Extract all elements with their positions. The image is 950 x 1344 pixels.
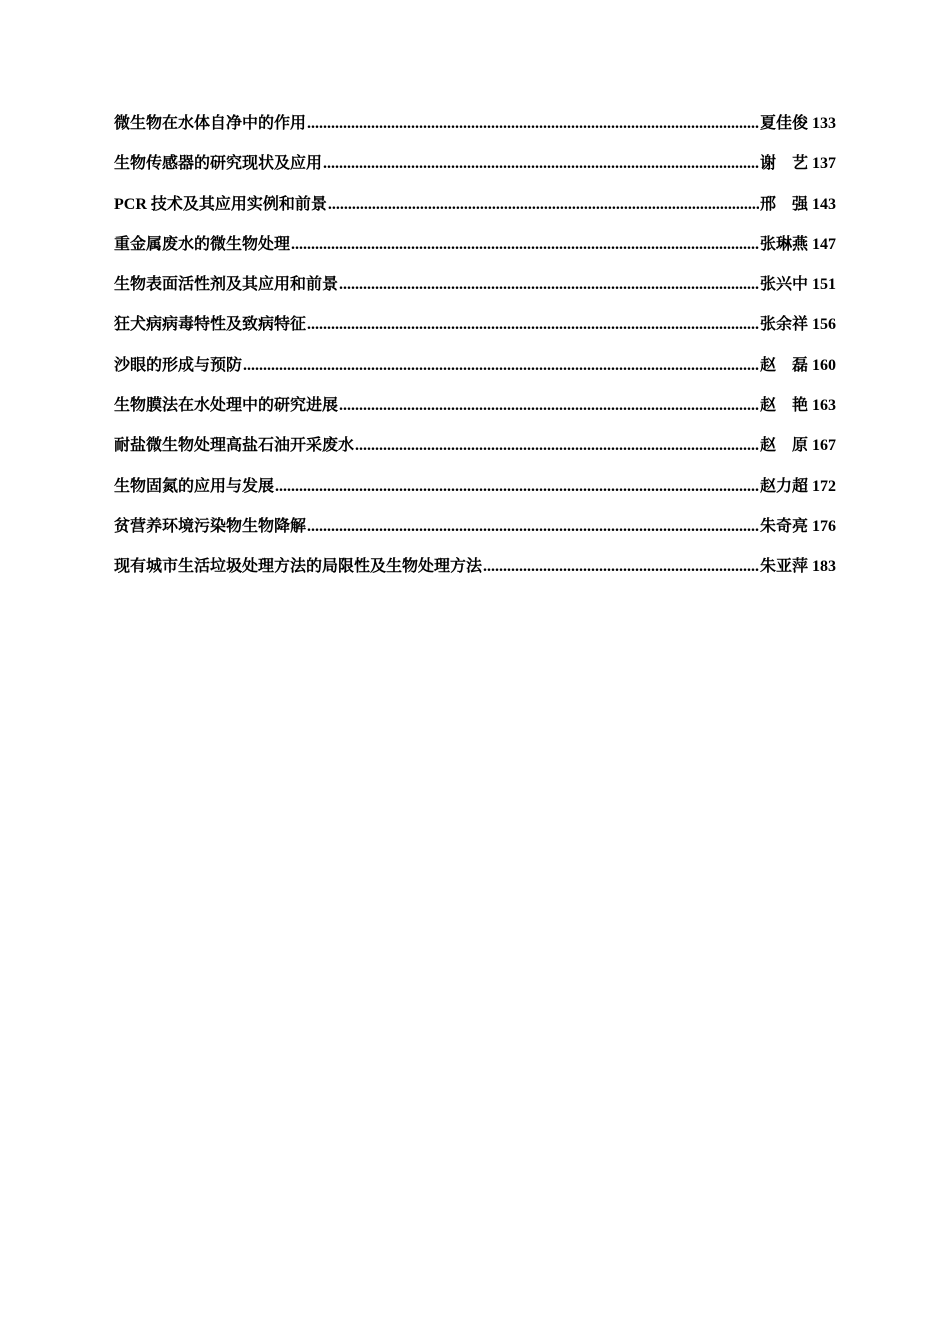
toc-entry-title: 狂犬病病毒特性及致病特征 xyxy=(114,316,307,334)
toc-entry-page: 137 xyxy=(812,155,836,173)
table-of-contents xyxy=(114,112,836,596)
toc-dot-leader xyxy=(307,313,759,337)
toc-entry-title: 生物传感器的研究现状及应用 xyxy=(114,155,323,173)
toc-dot-leader xyxy=(291,233,759,257)
toc-entry-title: PCR 技术及其应用实例和前景 xyxy=(114,195,327,213)
toc-dot-leader xyxy=(483,555,759,579)
toc-entry-page: 172 xyxy=(812,477,836,495)
toc-entry-page: 163 xyxy=(812,397,836,415)
toc-entry-page: 147 xyxy=(812,235,836,253)
toc-entry-author: 赵 艳 xyxy=(759,397,808,415)
toc-entry-page: 156 xyxy=(812,316,836,334)
toc-dot-leader xyxy=(355,434,759,458)
toc-entry-author: 张琳燕 xyxy=(759,235,808,253)
toc-entry xyxy=(114,233,836,273)
toc-entry xyxy=(114,273,836,313)
toc-entry xyxy=(114,354,836,394)
toc-dot-leader xyxy=(323,152,759,176)
toc-entry xyxy=(114,434,836,474)
toc-entry-page: 183 xyxy=(812,558,836,576)
toc-entry-author: 朱亚萍 xyxy=(759,558,808,576)
toc-dot-leader xyxy=(243,354,759,378)
toc-entry-author: 谢 艺 xyxy=(759,155,808,173)
toc-entry-title: 重金属废水的微生物处理 xyxy=(114,235,291,253)
toc-entry xyxy=(114,193,836,233)
toc-entry-author: 朱奇亮 xyxy=(759,517,808,535)
toc-entry-page: 143 xyxy=(812,195,836,213)
toc-entry xyxy=(114,112,836,152)
toc-entry-author: 夏佳俊 xyxy=(759,115,808,132)
toc-entry-author: 赵力超 xyxy=(759,477,808,495)
toc-entry xyxy=(114,515,836,555)
toc-entry-author: 张余祥 xyxy=(759,316,808,334)
toc-entry-title: 现有城市生活垃圾处理方法的局限性及生物处理方法 xyxy=(114,558,483,576)
toc-entry xyxy=(114,394,836,434)
toc-dot-leader xyxy=(339,394,759,418)
toc-entry-author: 赵 原 xyxy=(759,437,808,455)
toc-entry-author: 赵 磊 xyxy=(759,356,808,374)
toc-entry xyxy=(114,555,836,595)
toc-entry-title: 生物表面活性剂及其应用和前景 xyxy=(114,276,339,294)
toc-entry-title: 沙眼的形成与预防 xyxy=(114,356,243,374)
toc-entry-title: 微生物在水体自净中的作用 xyxy=(114,115,307,132)
toc-dot-leader xyxy=(275,475,759,499)
toc-entry-page: 176 xyxy=(812,517,836,535)
toc-entry-author: 张兴中 xyxy=(759,276,808,294)
toc-dot-leader xyxy=(328,193,759,217)
toc-dot-leader xyxy=(307,112,759,136)
toc-entry-page: 167 xyxy=(812,437,836,455)
toc-entry-title: 生物膜法在水处理中的研究进展 xyxy=(114,397,339,415)
toc-entry-page: 133 xyxy=(812,115,836,132)
toc-entry-title: 贫营养环境污染物生物降解 xyxy=(114,517,307,535)
toc-entry xyxy=(114,313,836,353)
toc-entry xyxy=(114,152,836,192)
toc-entry-page: 151 xyxy=(812,276,836,294)
toc-entry-title: 生物固氮的应用与发展 xyxy=(114,477,275,495)
toc-entry xyxy=(114,475,836,515)
toc-dot-leader xyxy=(307,515,759,539)
toc-entry-page: 160 xyxy=(812,356,836,374)
toc-dot-leader xyxy=(339,273,759,297)
toc-entry-title: 耐盐微生物处理高盐石油开采废水 xyxy=(114,437,355,455)
toc-entry-author: 邢 强 xyxy=(759,195,808,213)
